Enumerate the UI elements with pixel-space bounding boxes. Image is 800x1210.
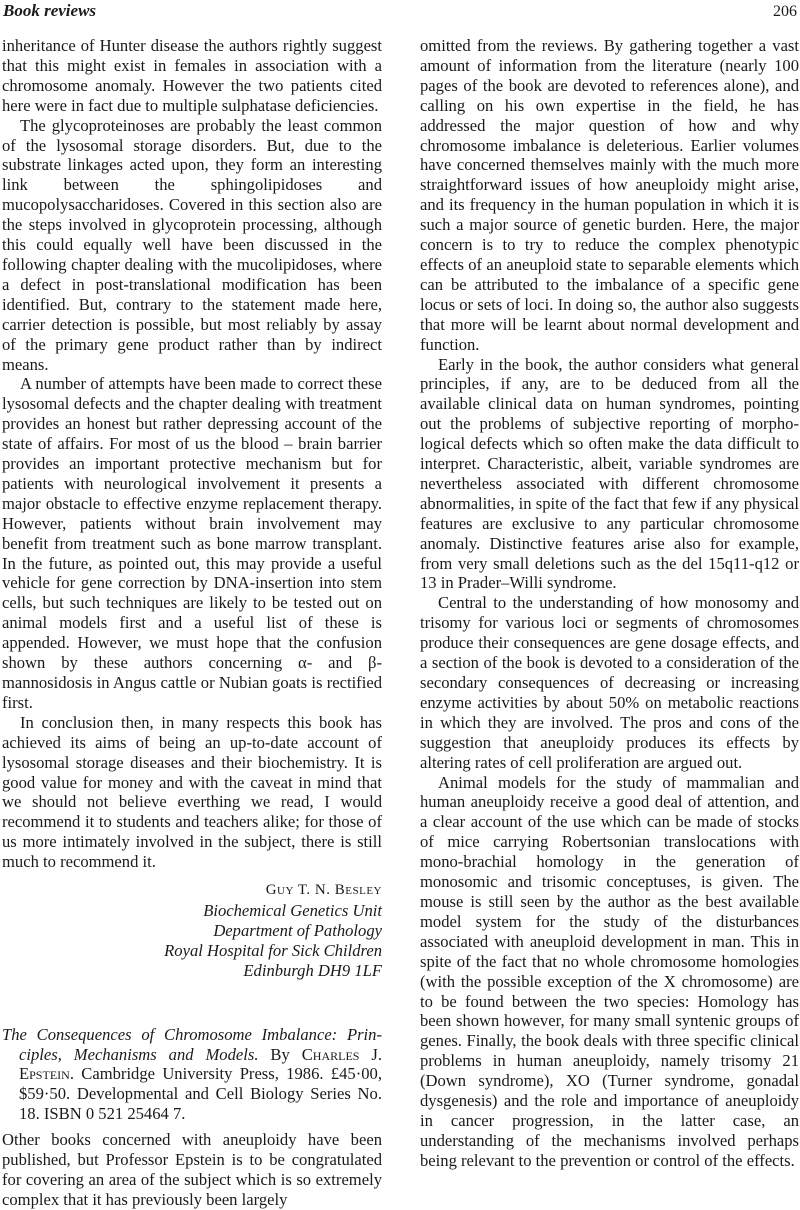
book-citation: [2, 1025, 382, 1125]
by-label: By: [270, 1044, 290, 1064]
paragraph: The glycoproteinoses are probably the least common of the lysosomal storage disorders. But, due to the substrate linkages acted upon, they form an interesting link between the sphingolipidoses and mucopolysaccharidoses. Covered in this section also are the steps involved in glycoprotein processing, although this could equally well have been discussed in the following chapter dealing with the mucolipidoses, where a defect in post-translational modification has been identified. But, contrary to the statement made here, carrier detection is possible, but most reliably by assay of the primary gene product rather than by indirect means.: [2, 115, 382, 374]
paragraph: Animal models for the study of mammalian and human aneuploidy receive a good deal of attention, and a clear account of the use which can be made of stocks of mice carrying Robertsonian translocations with mono-brachial homology in the generation of monosomic and trisomic conceptuses, is given. The mouse is still seen by the author as the best available model system for the study of the disturbances associated with aneuploid development in man. This in spite of the fact that no whole chromosome homologies (with the possible exception of the X chromosome) are to be found between the two species: Homology has been shown however, for many small syntenic groups of genes. Finally, the book deals with three specific clinical problems in human aneuploidy, namely trisomy 21 (Down syndrome), XO (Turner syndrome, gonadal dysgenesis) and the role and importance of aneuploidy in cancer progression, in the latter case, an understanding of the mechanisms involved perhaps being relevant to the prevention or control of the effects.: [420, 772, 799, 1170]
page-number: 206: [773, 3, 797, 20]
reviewer-affiliation-line: Biochemical Genetics Unit: [203, 900, 382, 920]
running-head: [0, 0, 800, 24]
paragraph: Early in the book, the author considers what general principles, if any, are to be deduced from all the available clinical data on human syndromes, pointing out the problems of subjective reporting of morphological defects which so often make the data difficult to interpret. Characteristic, albeit, variable syndromes are nevertheless associated with different chromosome abnormalities, in spite of the fact that few if any physical features are exclusive to any particular chromosome anomaly. Distinctive features arise also for example, from very small deletions such as the del 15q11-q12 or 13 in Prader–Willi syndrome.: [420, 354, 799, 593]
section-title: Book reviews: [3, 1, 97, 20]
paragraph: In conclusion then, in many respects this book has achieved its aims of being an up-to-date account of lysosomal storage diseases and their biochemistry. It is good value for money and with the caveat in mind that we should not believe everthing we read, I would recommend it to students and teachers alike; for those of us more intimately involved in the subject, there is still much to recommend it.: [2, 712, 382, 872]
reviewer-name: Guy T. N. Besley: [265, 882, 382, 899]
paragraph: Other books concerned with aneuploidy have been published, but Professor Epstein is to be congratulated for covering an area of the subject which is so extremely complex that it has previously been largely: [2, 1130, 382, 1209]
left-column: [2, 36, 382, 1210]
reviewer-affiliation-line: Edinburgh DH9 1LF: [243, 960, 382, 980]
reviewer-affiliation-line: Royal Hospital for Sick Children: [164, 940, 382, 960]
reviewer-affiliation-line: Department of Pathology: [213, 920, 382, 940]
paragraph: inheritance of Hunter disease the authors rightly suggest that this might exist in females in association with a chromosome anomaly. However the two patients cited here were in fact due to multiple sulphatase deficiencies.: [2, 36, 382, 115]
paragraph: Central to the understanding of how monosomy and trisomy for various loci or segments of chromosomes produce their consequences are gene dosage effects, and a section of the book is devoted to a consideration of the secondary consequences of decreasing or increasing enzyme activities by about 50% on metabolic reactions in which they are involved. The pros and cons of the suggestion that aneuploidy produces its effects by altering rates of cell proliferation are argued out.: [420, 593, 799, 772]
book-title: The Consequences of Chromosome Imbalance: Principles, Mechanisms and Models.: [2, 1024, 382, 1064]
reviewer-signature: [2, 881, 382, 981]
book-author: Charles J. Epstein: [19, 1044, 383, 1084]
paragraph: omitted from the reviews. By gathering together a vast amount of information from the literature (nearly 100 pages of the book are devoted to references alone), and calling on his own expertise in the field, he has addressed the major question of how and why chromosome imbalance is deleterious. Earlier volumes have concerned themselves mainly with the much more straightforward issues of how aneuploidy might arise, and its frequency in the human population in which it is such a major source of genetic burden. Here, the major concern is to try to reduce the complex phenotypic effects of an aneuploid state to separable elements which can be attributed to the imbalance of a specific gene locus or sets of loci. In doing so, the author also suggests that more will be learnt about normal development and function.: [420, 36, 799, 354]
right-column: [420, 36, 799, 1171]
publication-details: . Cambridge University Press, 1986. £45·00, $59·50. Developmental and Cell Biology Series No. 18. ISBN 0 521 25464 7.: [19, 1064, 382, 1124]
paragraph: A number of attempts have been made to correct these lysosomal defects and the chapter dealing with treatment provides an honest but rather depressing account of the state of affairs. For most of us the blood – brain barrier provides an important protective mechanism but for patients with neurological involvement it presents a major obstacle to effective enzyme replacement therapy. However, patients without brain involvement may benefit from treatment such as bone marrow transplant. In the future, as pointed out, this may provide a useful vehicle for gene correction by DNA-insertion into stem cells, but such techniques are likely to be tested out on animal models first and a useful list of these is appended. However, we must hope that the confusion shown by these authors concerning α- and β-mannosidosis in Angus cattle or Nubian goats is rectified first.: [2, 374, 382, 712]
